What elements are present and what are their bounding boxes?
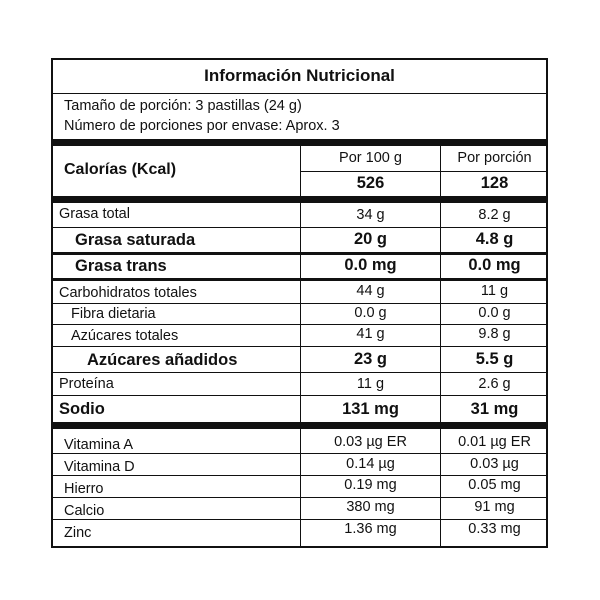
servings-per-container: Número de porciones por envase: Aprox. 3 <box>64 118 340 134</box>
divider-thick <box>53 196 546 203</box>
nutrient-per-100g: 41 g <box>356 326 385 342</box>
divider <box>301 171 548 172</box>
micronutrient-label: Vitamina D <box>64 459 135 475</box>
nutrient-per-portion: 4.8 g <box>475 230 514 248</box>
micronutrient-per-100g: 0.14 µg <box>346 456 395 472</box>
calories-label: Calorías (Kcal) <box>64 161 177 178</box>
nutrient-per-100g: 11 g <box>356 376 385 392</box>
divider <box>53 278 546 281</box>
divider <box>53 346 546 347</box>
nutrient-label: Grasa saturada <box>75 231 196 249</box>
micronutrient-per-100g: 1.36 mg <box>344 521 397 537</box>
nutrient-per-portion: 0.0 g <box>478 305 511 321</box>
nutrient-per-portion: 31 mg <box>470 400 519 418</box>
calories-per-100g: 526 <box>356 174 385 192</box>
nutrient-per-100g: 23 g <box>353 350 388 368</box>
divider <box>53 519 546 520</box>
micronutrient-label: Hierro <box>64 481 104 497</box>
nutrient-per-100g: 44 g <box>356 283 385 299</box>
divider <box>53 303 546 304</box>
divider-thick <box>53 422 546 429</box>
micronutrient-label: Calcio <box>64 503 105 519</box>
nutrient-per-portion: 0.0 mg <box>468 256 521 274</box>
nutrient-label: Carbohidratos totales <box>59 285 197 301</box>
micronutrient-per-portion: 0.33 mg <box>468 521 521 537</box>
micronutrient-label: Zinc <box>64 525 92 541</box>
nutrient-per-portion: 9.8 g <box>478 326 511 342</box>
nutrient-per-portion: 8.2 g <box>478 207 511 223</box>
nutrient-label: Sodio <box>59 400 105 418</box>
table-title: Información Nutricional <box>204 66 395 85</box>
divider <box>53 395 546 396</box>
micronutrient-per-portion: 0.01 µg ER <box>458 434 531 450</box>
nutrient-label: Proteína <box>59 376 114 392</box>
divider <box>53 453 546 454</box>
nutrient-label: Azúcares añadidos <box>87 351 238 369</box>
divider <box>53 252 546 255</box>
nutrient-label: Grasa total <box>59 206 130 222</box>
nutrient-per-portion: 11 g <box>480 283 509 299</box>
micronutrient-per-portion: 0.05 mg <box>468 477 521 493</box>
micronutrient-per-portion: 91 mg <box>474 499 515 515</box>
per-portion-header: Por porción <box>457 150 532 166</box>
divider <box>53 324 546 325</box>
micronutrient-per-100g: 0.19 mg <box>344 477 397 493</box>
nutrient-per-100g: 131 mg <box>342 400 399 418</box>
nutrition-facts-table <box>51 58 548 548</box>
nutrient-per-100g: 0.0 g <box>354 305 387 321</box>
nutrient-label: Azúcares totales <box>71 328 179 344</box>
micronutrient-per-100g: 0.03 µg ER <box>334 434 407 450</box>
micronutrient-per-portion: 0.03 µg <box>470 456 519 472</box>
micronutrient-per-100g: 380 mg <box>346 499 395 515</box>
serving-size: Tamaño de porción: 3 pastillas (24 g) <box>64 98 302 114</box>
nutrient-per-100g: 20 g <box>353 230 388 248</box>
nutrient-per-100g: 0.0 mg <box>344 256 397 274</box>
nutrient-label: Grasa trans <box>75 257 167 275</box>
divider-thick <box>53 139 546 146</box>
nutrient-per-100g: 34 g <box>356 207 385 223</box>
divider <box>53 93 546 94</box>
nutrient-per-portion: 5.5 g <box>475 350 514 368</box>
divider <box>53 227 546 228</box>
nutrient-per-portion: 2.6 g <box>478 376 511 392</box>
calories-per-portion: 128 <box>480 174 509 192</box>
nutrient-label: Fibra dietaria <box>71 306 156 322</box>
divider <box>53 372 546 373</box>
divider <box>53 475 546 476</box>
divider <box>53 497 546 498</box>
per-100g-header: Por 100 g <box>339 150 402 166</box>
micronutrient-label: Vitamina A <box>64 437 134 453</box>
